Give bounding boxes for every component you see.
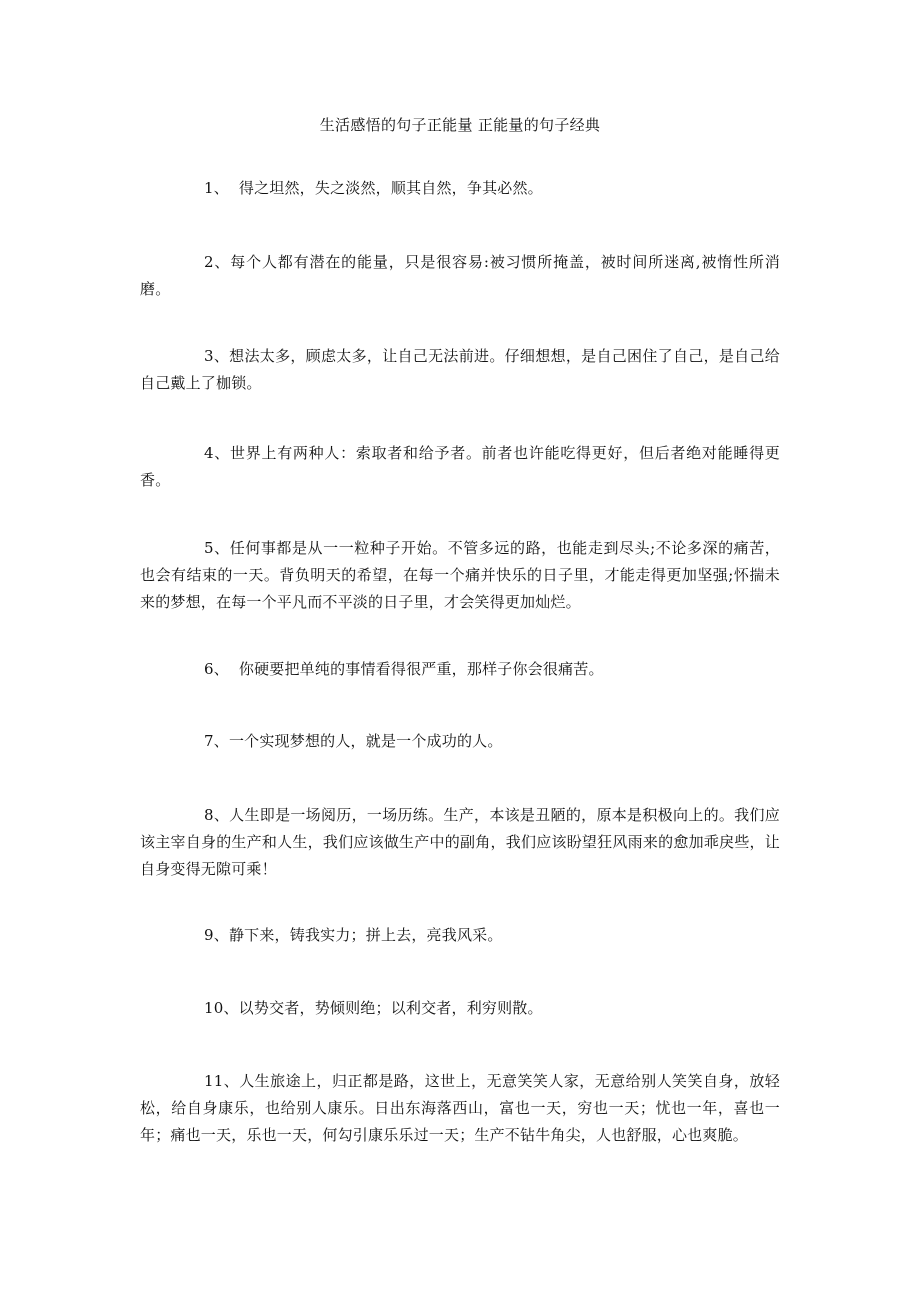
quote-paragraph-7: 7、一个实现梦想的人，就是一个成功的人。 xyxy=(204,732,503,750)
quote-paragraph-11: 11、人生旅途上，归正都是路，这世上，无意笑笑人家，无意给别人笑笑自身，放轻松，给自身康乐，也给别人康乐。日出东海落西山，富也一天，穷也一天；忧也一年，喜也一年；痛也一天，乐也一天，何勾引康乐乐过一天；生产不钻牛角尖，人也舒服，心也爽脆。 xyxy=(140,1072,780,1144)
quote-paragraph-3: 3、想法太多，顾虑太多，让自己无法前进。仔细想想，是自己困住了自己，是自己给自己戴上了枷锁。 xyxy=(140,347,780,392)
quote-paragraph-10: 10、以势交者，势倾则绝；以利交者，利穷则散。 xyxy=(204,999,543,1017)
quote-paragraph-6: 6、 你硬要把单纯的事情看得很严重，那样子你会很痛苦。 xyxy=(204,660,604,678)
quote-paragraph-1: 1、 得之坦然，失之淡然，顺其自然，争其必然。 xyxy=(204,179,543,197)
quote-paragraph-9: 9、静下来，铸我实力；拼上去，亮我风采。 xyxy=(204,926,503,944)
document-title: 生活感悟的句子正能量 正能量的句子经典 xyxy=(319,116,601,134)
quote-paragraph-2: 2、每个人都有潜在的能量，只是很容易:被习惯所掩盖，被时间所迷离,被惰性所消磨。 xyxy=(140,253,780,298)
quote-paragraph-5: 5、任何事都是从一一粒种子开始。不管多远的路，也能走到尽头;不论多深的痛苦，也会有结束的一天。背负明天的希望，在每一个痛并快乐的日子里，才能走得更加坚强;怀揣未来的梦想，在每一个平凡而不平淡的日子里，才会笑得更加灿烂。 xyxy=(140,539,780,611)
quote-paragraph-8: 8、人生即是一场阅历，一场历练。生产，本该是丑陋的，原本是积极向上的。我们应该主宰自身的生产和人生，我们应该做生产中的副角，我们应该盼望狂风雨来的愈加乖戾些，让自身变得无隙可乘！ xyxy=(140,806,780,878)
quote-paragraph-4: 4、世界上有两种人：索取者和给予者。前者也许能吃得更好，但后者绝对能睡得更香。 xyxy=(140,444,780,489)
